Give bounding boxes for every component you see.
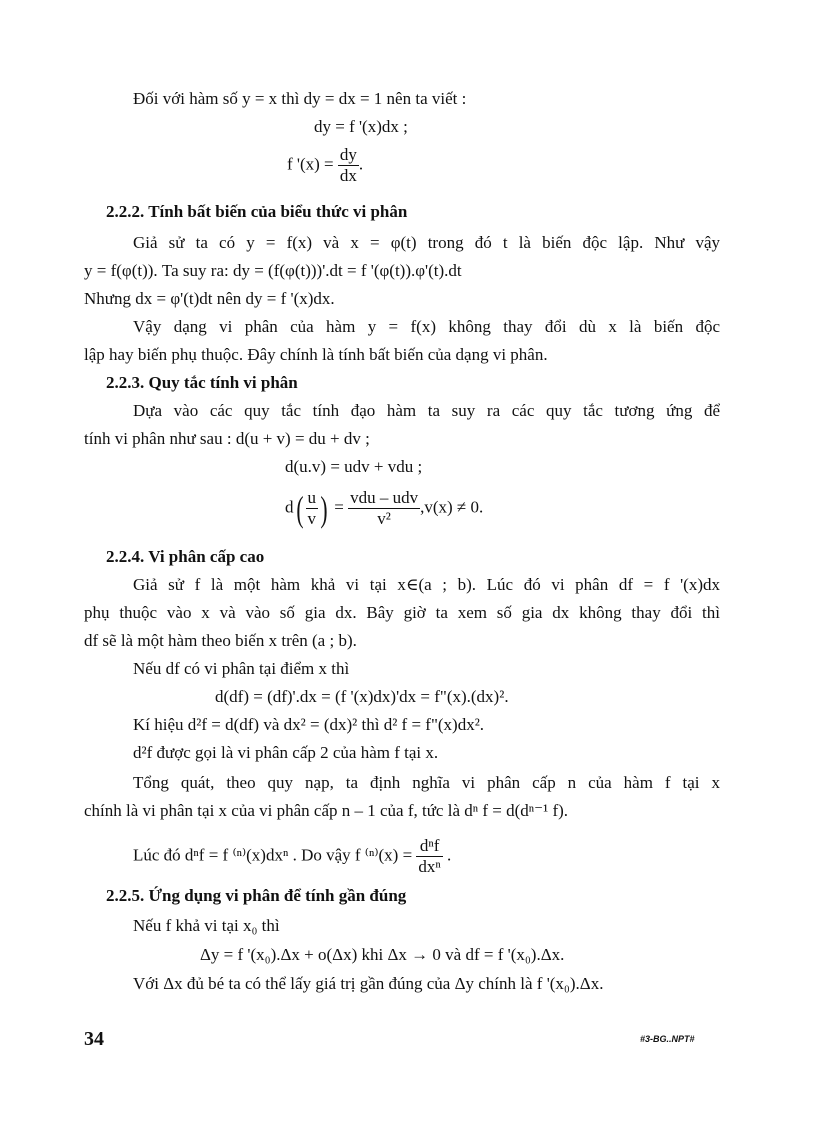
fraction-numerator: u [307,488,316,507]
formula-approximation: Δy = f '(x₀).Δx + o(Δx) khi Δx → 0 và df = f '(x₀).Δx. [200,945,565,964]
text-line: Kí hiệu d²f = d(df) và dx² = (dx)² thì d² f = f"(x)dx². [133,715,485,734]
section-heading: 2.2.5. Ứng dụng vi phân để tính gần đúng [106,886,407,905]
fraction-denominator: dx [339,166,357,185]
text-line: chính là vi phân tại x của vi phân cấp n – 1 của f, tức là dⁿ f = d(dⁿ⁻¹ f). [84,801,569,820]
fraction-denominator: dxⁿ [418,857,441,876]
fraction-denominator: v [307,509,316,528]
print-code: #3-BG..NPT# [640,1034,695,1044]
fraction [416,836,442,877]
fraction [348,488,420,529]
inner-fraction [306,488,319,529]
text-line: lập hay biến phụ thuộc. Đây chính là tính bất biến của dạng vi phân. [84,345,548,364]
fraction-numerator: dⁿf [416,836,442,857]
equals-sign: = [334,497,344,517]
text-line: Dựa vào các quy tắc tính đạo hàm ta suy ra các quy tắc tương ứng để [133,401,720,420]
formula-nth-derivative [133,836,451,877]
fraction-numerator: vdu – udv [350,488,419,507]
formula-product-rule: d(u.v) = udv + vdu ; [285,457,423,476]
formula-lhs: Lúc đó dⁿf = f ⁽ⁿ⁾(x)dxⁿ . Do vậy f ⁽ⁿ⁾(x) = [133,845,413,865]
section-heading: 2.2.3. Quy tắc tính vi phân [106,373,298,392]
page-number: 34 [84,1028,104,1050]
formula-end: . [447,845,452,865]
fraction [338,145,359,186]
text-line: tính vi phân như sau : d(u + v) = du + dv ; [84,429,370,448]
section-heading: 2.2.2. Tính bất biến của biểu thức vi phân [106,202,408,221]
text-line: Tổng quát, theo quy nạp, ta định nghĩa vi phân cấp n của hàm f tại x [133,773,720,792]
formula-lhs: f '(x) = [287,154,334,174]
text-line: Vậy dạng vi phân của hàm y = f(x) không thay đổi dù x là biến độc [133,317,720,336]
section-heading: 2.2.4. Vi phân cấp cao [106,547,265,566]
fraction-numerator: dy [339,145,357,164]
text-line: phụ thuộc vào x và vào số gia dx. Bây giờ ta xem số gia dx không thay đổi thì [84,603,720,622]
diff-symbol: d [285,497,294,517]
formula-derivative [287,145,363,186]
text-line: Nhưng dx = φ'(t)dt nên dy = f '(x)dx. [84,289,335,308]
formula-end: . [358,154,364,174]
formula-dy: dy = f '(x)dx ; [314,117,408,136]
fraction-denominator: v² [377,509,391,528]
text-line: Giả sử ta có y = f(x) và x = φ(t) trong đó t là biến độc lập. Như vậy [133,233,720,252]
text-line: d²f được gọi là vi phân cấp 2 của hàm f tại x. [133,743,439,762]
text-line: Nếu f khả vi tại x₀ thì [133,916,280,935]
text-line: y = f(φ(t)). Ta suy ra: dy = (f(φ(t)))'.dt = f '(φ(t)).φ'(t).dt [84,261,462,280]
text-line: Đối với hàm số y = x thì dy = dx = 1 nên ta viết : [133,89,467,108]
text-line: Với Δx đủ bé ta có thể lấy giá trị gần đúng của Δy chính là f '(x₀).Δx. [133,974,604,993]
text-line: Nếu df có vi phân tại điểm x thì [133,659,350,678]
text-line: df sẽ là một hàm theo biến x trên (a ; b). [84,631,357,650]
formula-second-differential: d(df) = (df)'.dx = (f '(x)dx)'dx = f"(x).(dx)². [215,687,509,706]
text-line: Giả sử f là một hàm khả vi tại x∈(a ; b). Lúc đó vi phân df = f '(x)dx [133,575,720,594]
formula-quotient-rule: d( $\frac{u}{v}$ ) = $\frac{\text{vdu – udv}}{\text{v²}}$ ,v(x) ≠ 0. [285,488,484,529]
formula-end: ,v(x) ≠ 0. [420,497,484,517]
